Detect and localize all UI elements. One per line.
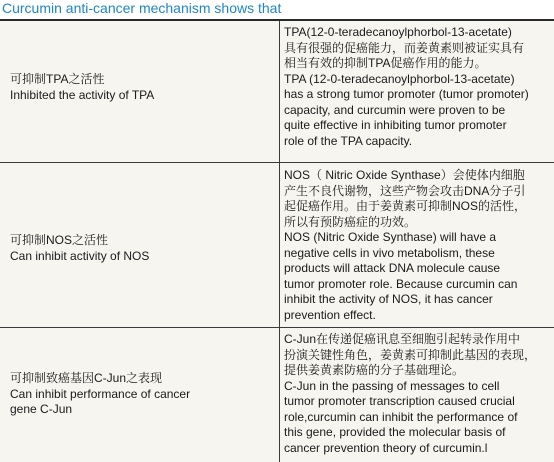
- mechanism-description: [284, 332, 552, 456]
- description-line: negative cells in vivo metabolism, these: [284, 245, 495, 260]
- mechanism-description: [284, 168, 552, 323]
- description-line: cancer prevention theory of curcumin.l: [284, 440, 488, 455]
- description-line: NOS (Nitric Oxide Synthase) will have a: [284, 230, 497, 244]
- description-line: role of the TPA capacity.: [284, 133, 413, 148]
- description-line: capacity, and curcumin were proven to be: [284, 102, 506, 117]
- description-line: NOS（ Nitric Oxide Synthase）会使体内细胞: [284, 168, 525, 182]
- description-line: this gene, provided the molecular basis of: [284, 425, 506, 439]
- description-line: TPA (12-0-teradecanoylphorbol-13-acetate): [284, 71, 515, 86]
- mechanism-label-zh: 可抑制致癌基因C-Jun之表现: [10, 371, 163, 385]
- table-row: [0, 327, 554, 462]
- description-line: quite effective in inhibiting tumor promoter: [284, 118, 507, 132]
- mechanism-label-zh: 可抑制TPA之活性: [10, 72, 105, 86]
- mechanism-label: [10, 371, 272, 418]
- mechanism-label-en: Inhibited the activity of TPA: [10, 87, 155, 102]
- description-line: has a strong tumor promoter (tumor promoter): [284, 87, 529, 101]
- description-line: 扮演关键性角色，姜黄素可抑制此基因的表现，: [284, 347, 537, 362]
- description-line: role,curcumin can inhibit the performance of: [284, 409, 518, 424]
- mechanism-label: [10, 233, 272, 264]
- mechanism-description: [284, 25, 552, 149]
- mechanism-label-en: gene C-Jun: [10, 402, 73, 416]
- table-row: [0, 21, 554, 162]
- description-line: C-Jun在传递促癌讯息至细胞引起转录作用中: [284, 332, 521, 346]
- page-title: Curcumin anti-cancer mechanism shows that: [2, 0, 282, 16]
- description-line: 起促癌作用。由于姜黄素可抑制NOS的活性，: [284, 199, 527, 213]
- description-line: 产生不良代谢物，这些产物会攻击DNA分子引: [284, 183, 526, 198]
- table-row: [0, 162, 554, 327]
- mechanism-label: [10, 72, 272, 103]
- description-line: 所以有预防癌症的功效。: [284, 214, 417, 229]
- description-line: 相当有效的抑制TPA促癌作用的能力。: [284, 56, 487, 70]
- mechanism-label-en: Can inhibit performance of cancer: [10, 386, 191, 401]
- description-line: inhibit the activity of NOS, it has cancer: [284, 292, 493, 306]
- description-line: tumor promoter transcription caused crucial: [284, 394, 515, 408]
- column-divider: [279, 328, 280, 462]
- description-line: tumor promoter role. Because curcumin can: [284, 276, 518, 291]
- description-line: C-Jun in the passing of messages to cell: [284, 378, 500, 393]
- mechanism-label-en: Can inhibit activity of NOS: [10, 248, 150, 263]
- column-divider: [279, 163, 280, 327]
- description-line: products will attack DNA molecule cause: [284, 261, 501, 275]
- description-line: 提供姜黄素防癌的分子基础理论。: [284, 363, 465, 377]
- mechanism-table: [0, 19, 554, 462]
- description-line: prevention effect.: [284, 307, 376, 322]
- description-line: 具有很强的促癌能力，而姜黄素则被证实具有: [284, 40, 525, 55]
- description-line: TPA(12-0-teradecanoylphorbol-13-acetate): [284, 25, 512, 39]
- mechanism-label-zh: 可抑制NOS之活性: [10, 233, 109, 247]
- column-divider: [279, 21, 280, 162]
